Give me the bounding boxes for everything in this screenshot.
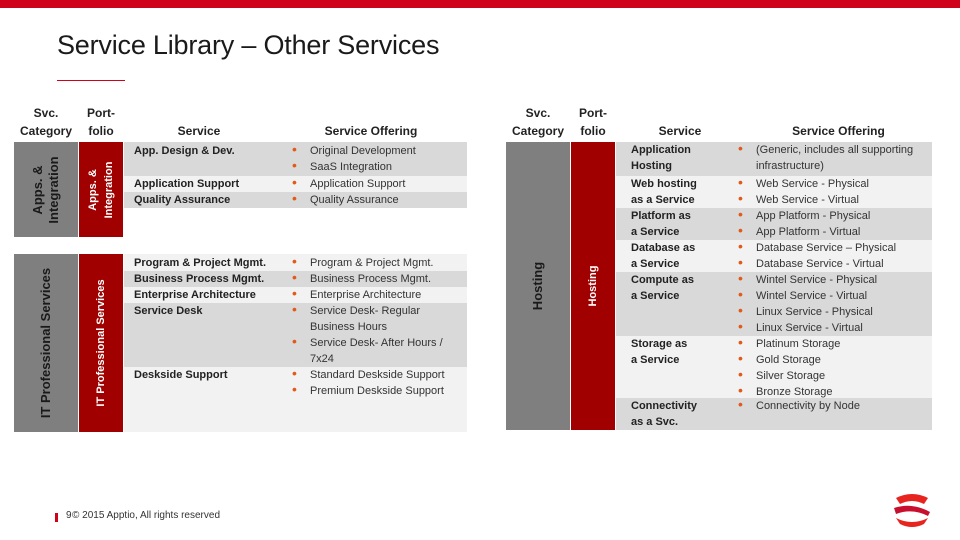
table-row-blank (124, 208, 467, 237)
right-header-offering: Service Offering (792, 124, 885, 138)
service-name: Application Hosting (631, 144, 691, 172)
table-row (616, 336, 932, 398)
offering-item: • Premium Deskside Support (310, 383, 445, 399)
offering-item: • Program & Project Mgmt. (310, 255, 433, 271)
offering-item: • App Platform - Virtual (756, 224, 870, 240)
left-header-portfolio: Port- folio (87, 106, 115, 138)
table-row (616, 142, 932, 176)
apptio-logo-icon (890, 492, 934, 528)
offering-list (756, 398, 860, 430)
offering-list (310, 192, 399, 208)
table-row (616, 176, 932, 208)
right-header-service: Service (658, 124, 702, 138)
offering-list (310, 176, 405, 192)
offering-item: • Silver Storage (756, 368, 840, 384)
category-label: IT Professional Services (38, 267, 53, 419)
category-it-professional-services (14, 254, 78, 432)
category-label: Hosting (530, 261, 545, 311)
offering-item: • Linux Service - Virtual (756, 320, 877, 336)
service-name: Database as a Service (631, 242, 696, 270)
portfolio-label: Hosting (587, 265, 599, 307)
right-header-portfolio: Port- folio (579, 106, 607, 138)
offering-list (310, 287, 421, 303)
table-row (124, 142, 467, 176)
table-row (616, 272, 932, 336)
offering-item: • Service Desk- Regular Business Hours (310, 303, 460, 335)
table-row (616, 208, 932, 240)
category-label: Apps. & Integration (30, 155, 61, 224)
page-title: Service Library – Other Services (57, 30, 440, 60)
offering-item: • Web Service - Virtual (756, 192, 869, 208)
offering-item: • Platinum Storage (756, 336, 840, 352)
portfolio-hosting (571, 142, 615, 430)
offering-item: • (Generic, includes all supporting infrastructure) (756, 142, 916, 174)
service-name: App. Design & Dev. (134, 145, 235, 157)
offering-list (756, 336, 840, 398)
service-name: Quality Assurance (134, 194, 231, 206)
right-header-category: Svc. Category (511, 106, 564, 138)
portfolio-label: IT Professional Services (95, 279, 107, 407)
category-apps-integration (14, 142, 78, 237)
page-number: 9 (66, 510, 72, 521)
portfolio-label: Apps. & Integration (87, 161, 115, 218)
offering-item: • Service Desk- After Hours / 7x24 (310, 335, 460, 367)
offering-item: • Business Process Mgmt. (310, 271, 431, 287)
table-row (124, 367, 467, 432)
portfolio-it-professional-services (79, 254, 123, 432)
offering-item: • Wintel Service - Physical (756, 272, 877, 288)
offering-item: • Application Support (310, 176, 405, 192)
left-header-offering: Service Offering (324, 124, 418, 138)
copyright-text: © 2015 Apptio, All rights reserved (72, 510, 221, 521)
offering-list (756, 176, 869, 208)
service-name: Service Desk (134, 305, 203, 317)
service-name: Application Support (134, 178, 240, 190)
offering-list (310, 143, 416, 176)
table-row (124, 303, 467, 367)
offering-item: • Gold Storage (756, 352, 840, 368)
service-name: Web hosting as a Service (631, 178, 697, 206)
service-name: Business Process Mgmt. (134, 273, 265, 285)
offering-item: • Database Service – Physical (756, 240, 896, 256)
offering-list (310, 255, 433, 271)
offering-item: • Original Development (310, 143, 416, 159)
service-name: Deskside Support (134, 369, 228, 381)
title-underline (57, 80, 125, 81)
service-name: Connectivity as a Svc. (631, 400, 698, 428)
offering-list (756, 272, 877, 336)
offering-item: • Wintel Service - Virtual (756, 288, 877, 304)
service-name: Program & Project Mgmt. (134, 257, 267, 269)
left-header-service: Service (177, 124, 221, 138)
offering-item: • Bronze Storage (756, 384, 840, 400)
top-accent-bar (0, 0, 960, 8)
offering-list (310, 367, 445, 432)
offering-item: • Enterprise Architecture (310, 287, 421, 303)
offering-list (756, 240, 896, 272)
offering-item: • Linux Service - Physical (756, 304, 877, 320)
category-hosting (506, 142, 570, 430)
offering-list (310, 303, 460, 367)
footer-accent (55, 513, 58, 522)
offering-item: • Database Service - Virtual (756, 256, 896, 272)
service-name: Compute as a Service (631, 274, 694, 302)
offering-item: • Quality Assurance (310, 192, 399, 208)
offering-item: • Standard Deskside Support (310, 367, 445, 383)
offering-item: • SaaS Integration (310, 159, 416, 175)
offering-item: • App Platform - Physical (756, 208, 870, 224)
service-name: Enterprise Architecture (134, 289, 256, 301)
offering-list (310, 271, 431, 287)
table-row (616, 398, 932, 430)
service-name: Platform as a Service (631, 210, 691, 238)
service-name: Storage as a Service (631, 338, 688, 366)
offering-item: • Connectivity by Node (756, 398, 860, 414)
offering-list (756, 208, 870, 240)
left-header-category: Svc. Category (19, 106, 72, 138)
offering-item: • Web Service - Physical (756, 176, 869, 192)
offering-list (756, 142, 916, 176)
table-row (124, 192, 467, 208)
table-row (616, 240, 932, 272)
portfolio-apps-integration (79, 142, 123, 237)
